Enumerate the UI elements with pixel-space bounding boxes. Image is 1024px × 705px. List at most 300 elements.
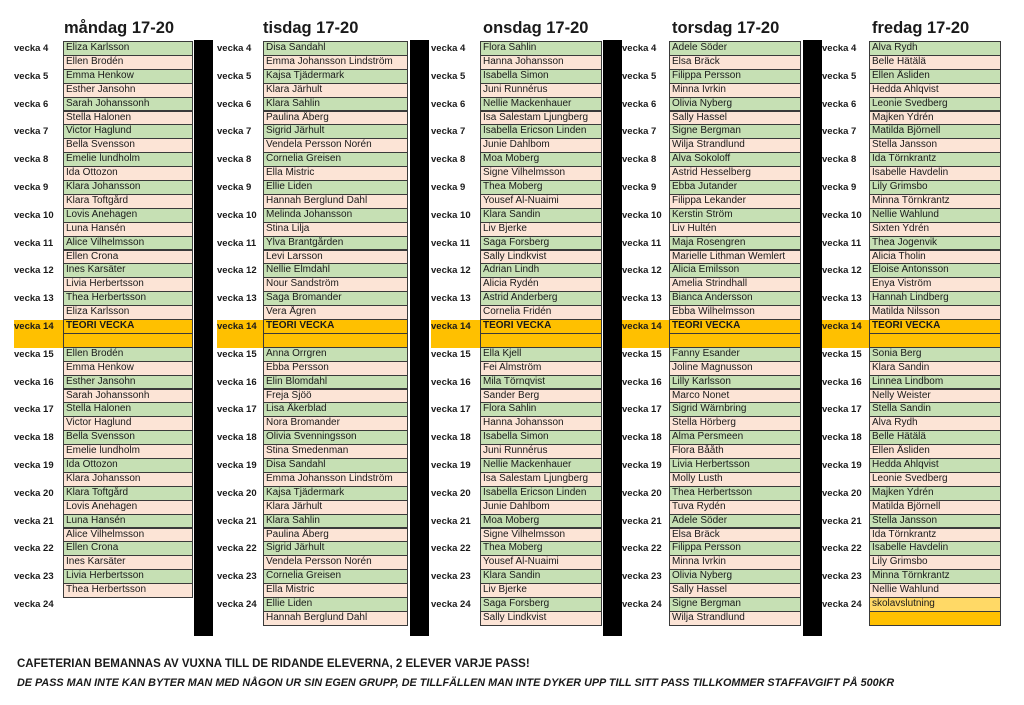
event-cell: [869, 611, 1001, 626]
name-cell: Nora Bromander: [263, 416, 408, 431]
name-cell: Isabella Ericson Linden: [480, 124, 602, 139]
name-cell: Hedda Ahlqvist: [869, 83, 1001, 98]
name-cell: Ida Ottozon: [63, 458, 193, 473]
event-cell: skolavslutning: [869, 597, 1001, 612]
name-cell: Signe Bergman: [669, 597, 801, 612]
footer-notes: [17, 656, 1017, 691]
week-label: vecka 7: [217, 126, 252, 138]
week-label: vecka 23: [822, 571, 862, 583]
week-label: vecka 12: [431, 265, 471, 277]
name-cell: Liv Hultén: [669, 222, 801, 237]
name-cell: Joline Magnusson: [669, 361, 801, 376]
name-cell: Mila Törnqvist: [480, 375, 602, 390]
name-cell: Nellie Mackenhauer: [480, 97, 602, 112]
name-cell: Klara Sandin: [869, 361, 1001, 376]
week-label: vecka 6: [217, 98, 252, 110]
name-cell: Wilja Strandlund: [669, 138, 801, 153]
week-label: vecka 7: [622, 126, 657, 138]
name-cell: Molly Lusth: [669, 472, 801, 487]
name-cell: Luna Hansén: [63, 514, 193, 529]
name-cell: Alicia Emilsson: [669, 263, 801, 278]
name-cell: Stella Halonen: [63, 402, 193, 417]
week-label: vecka 12: [14, 265, 54, 277]
name-cell: Ellen Brodén: [63, 55, 193, 70]
name-cell: Liv Bjerke: [480, 222, 602, 237]
week-label: vecka 9: [14, 182, 49, 193]
week-label: vecka 8: [217, 154, 252, 166]
name-cell: Livia Herbertsson: [63, 277, 193, 292]
name-cell: Tuva Rydén: [669, 500, 801, 515]
name-cell: Lilly Karlsson: [669, 375, 801, 390]
teori-cell: TEORI VECKA: [63, 319, 193, 334]
name-cell: Juni Runnérus: [480, 444, 602, 459]
name-cell: Marielle Lithman Wemlert: [669, 250, 801, 265]
week-label: vecka 10: [217, 209, 257, 221]
week-label: vecka 10: [822, 209, 862, 221]
week-label: vecka 4: [217, 43, 252, 54]
name-cell: Ellie Liden: [263, 180, 408, 195]
name-cell: Olivia Nyberg: [669, 97, 801, 112]
name-cell: Stella Jansson: [869, 138, 1001, 153]
name-cell: Kajsa Tjädermark: [263, 69, 408, 84]
name-cell: Esther Jansohn: [63, 83, 193, 98]
week-label: vecka 21: [431, 515, 471, 527]
week-label: vecka 14: [822, 320, 869, 348]
name-cell: Hanna Johansson: [480, 55, 602, 70]
name-cell: Ines Karsäter: [63, 263, 193, 278]
name-cell: Majken Ydrén: [869, 486, 1001, 501]
week-label: vecka 17: [622, 404, 662, 416]
week-label: vecka 8: [622, 154, 657, 166]
week-label: vecka 11: [622, 237, 662, 249]
name-cell: Bianca Andersson: [669, 291, 801, 306]
name-cell: Disa Sandahl: [263, 41, 408, 56]
name-cell: Fanny Esander: [669, 347, 801, 362]
name-cell: Moa Moberg: [480, 152, 602, 167]
name-cell: Majken Ydrén: [869, 111, 1001, 126]
name-cell: Liv Bjerke: [480, 583, 602, 598]
name-cell: Nellie Wahlund: [869, 583, 1001, 598]
name-cell: Lovis Anehagen: [63, 208, 193, 223]
week-label: vecka 20: [14, 487, 54, 499]
week-label: vecka 15: [431, 348, 471, 360]
week-label: vecka 9: [431, 182, 466, 193]
name-cell: Elin Blomdahl: [263, 375, 408, 390]
name-cell: Bella Svensson: [63, 430, 193, 445]
week-label: vecka 22: [217, 543, 257, 555]
name-cell: Emma Henkow: [63, 361, 193, 376]
name-cell: Eliza Karlsson: [63, 41, 193, 56]
teori-cell: [669, 333, 801, 348]
name-cell: Alice Vilhelmsson: [63, 528, 193, 543]
name-cell: Ella Mistric: [263, 166, 408, 181]
week-label: vecka 22: [622, 543, 662, 555]
name-cell: Kerstin Ström: [669, 208, 801, 223]
name-cell: Astrid Anderberg: [480, 291, 602, 306]
name-cell: Anna Orrgren: [263, 347, 408, 362]
name-cell: Paulina Åberg: [263, 528, 408, 543]
name-cell: Emma Henkow: [63, 69, 193, 84]
name-cell: Thea Herbertsson: [63, 583, 193, 598]
name-cell: Ellen Crona: [63, 541, 193, 556]
name-cell: Alma Persmeen: [669, 430, 801, 445]
name-cell: Astrid Hesselberg: [669, 166, 801, 181]
name-cell: Stina Smedenman: [263, 444, 408, 459]
name-cell: Victor Haglund: [63, 416, 193, 431]
week-label: vecka 23: [14, 571, 54, 583]
name-cell: Belle Hätälä: [869, 55, 1001, 70]
name-cell: Hedda Ahlqvist: [869, 458, 1001, 473]
name-cell: Lisa Åkerblad: [263, 402, 408, 417]
week-label: vecka 6: [822, 98, 857, 110]
name-cell: Alicia Tholin: [869, 250, 1001, 265]
name-cell: Ebba Jutander: [669, 180, 801, 195]
name-cell: Adele Söder: [669, 514, 801, 529]
name-cell: Emelie lundholm: [63, 152, 193, 167]
name-cell: Victor Haglund: [63, 124, 193, 139]
name-cell: Lovis Anehagen: [63, 500, 193, 515]
week-label: vecka 13: [822, 293, 862, 305]
name-cell: Signe Vilhelmsson: [480, 166, 602, 181]
name-cell: Isa Salestam Ljungberg: [480, 472, 602, 487]
week-label: vecka 18: [431, 432, 471, 444]
name-cell: Ida Törnkrantz: [869, 528, 1001, 543]
name-cell: Isabella Simon: [480, 69, 602, 84]
week-label: vecka 8: [14, 154, 49, 166]
week-label: vecka 7: [822, 126, 857, 138]
name-cell: Sally Hassel: [669, 111, 801, 126]
name-cell: Thea Herbertsson: [63, 291, 193, 306]
name-cell: Yousef Al-Nuaimi: [480, 555, 602, 570]
name-cell: Eloise Antonsson: [869, 263, 1001, 278]
week-label: vecka 11: [431, 237, 471, 249]
name-cell: Leonie Svedberg: [869, 97, 1001, 112]
week-label: vecka 4: [14, 43, 49, 54]
week-label: vecka 15: [622, 348, 662, 360]
week-label: vecka 19: [14, 460, 54, 471]
name-cell: Esther Jansohn: [63, 375, 193, 390]
week-label: vecka 4: [822, 43, 857, 54]
week-label: vecka 15: [14, 348, 54, 360]
name-cell: Levi Larsson: [263, 250, 408, 265]
name-cell: Juni Runnérus: [480, 83, 602, 98]
week-label: vecka 14: [622, 320, 669, 348]
name-cell: Nellie Mackenhauer: [480, 458, 602, 473]
week-label: vecka 12: [217, 265, 257, 277]
week-label: vecka 10: [622, 209, 662, 221]
name-cell: Livia Herbertsson: [63, 569, 193, 584]
day-header: fredag 17-20: [872, 19, 970, 37]
name-cell: Thea Moberg: [480, 541, 602, 556]
week-label: vecka 23: [622, 571, 662, 583]
name-cell: Klara Sahlin: [263, 97, 408, 112]
week-label: vecka 23: [217, 571, 257, 583]
name-cell: Thea Moberg: [480, 180, 602, 195]
week-label: vecka 22: [822, 543, 862, 555]
week-label: vecka 20: [822, 487, 862, 499]
name-cell: Ebba Wilhelmsson: [669, 305, 801, 320]
week-label: vecka 5: [622, 70, 657, 82]
name-cell: Sarah Johanssonh: [63, 389, 193, 404]
name-cell: Saga Forsberg: [480, 236, 602, 251]
name-cell: Alva Sokoloff: [669, 152, 801, 167]
column-divider-4: [803, 40, 822, 636]
name-cell: Klara Toftgård: [63, 486, 193, 501]
name-cell: Adrian Lindh: [480, 263, 602, 278]
name-cell: Ebba Persson: [263, 361, 408, 376]
name-cell: Alicia Rydén: [480, 277, 602, 292]
name-cell: Eliza Karlsson: [63, 305, 193, 320]
name-cell: Hannah Berglund Dahl: [263, 611, 408, 626]
week-label: vecka 24: [822, 599, 862, 610]
name-cell: Stella Sandin: [869, 402, 1001, 417]
name-cell: Cornelia Greisen: [263, 569, 408, 584]
week-label: vecka 21: [822, 515, 862, 527]
week-label: vecka 10: [431, 209, 471, 221]
week-label: vecka 4: [622, 43, 657, 54]
week-label: vecka 16: [822, 376, 862, 388]
name-cell: Ines Karsäter: [63, 555, 193, 570]
week-label: vecka 20: [622, 487, 662, 499]
week-label: vecka 14: [217, 320, 263, 348]
name-cell: Vera Ågren: [263, 305, 408, 320]
name-cell: Signe Bergman: [669, 124, 801, 139]
name-cell: Junie Dahlbom: [480, 500, 602, 515]
week-label: vecka 24: [14, 599, 54, 610]
name-cell: Paulina Åberg: [263, 111, 408, 126]
column-divider-1: [194, 40, 213, 636]
name-cell: Minna Törnkrantz: [869, 194, 1001, 209]
name-cell: Marco Nonet: [669, 389, 801, 404]
name-cell: Sally Lindkvist: [480, 611, 602, 626]
name-cell: Ylva Brantgården: [263, 236, 408, 251]
name-cell: Minna Ivrkin: [669, 555, 801, 570]
name-cell: Cornelia Fridén: [480, 305, 602, 320]
name-cell: Minna Ivrkin: [669, 83, 801, 98]
name-cell: Sixten Ydrén: [869, 222, 1001, 237]
name-cell: Adele Söder: [669, 41, 801, 56]
name-cell: Sonia Berg: [869, 347, 1001, 362]
week-label: vecka 6: [622, 98, 657, 110]
name-cell: Flora Sahlin: [480, 41, 602, 56]
week-label: vecka 5: [217, 70, 252, 82]
week-label: vecka 17: [14, 404, 54, 416]
name-cell: Stella Hörberg: [669, 416, 801, 431]
week-label: vecka 22: [14, 543, 54, 555]
name-cell: Isabelle Havdelin: [869, 541, 1001, 556]
name-cell: Bella Svensson: [63, 138, 193, 153]
name-cell: Olivia Nyberg: [669, 569, 801, 584]
week-label: vecka 24: [217, 599, 257, 610]
name-cell: Lily Grimsbo: [869, 180, 1001, 195]
week-label: vecka 23: [431, 571, 471, 583]
week-label: vecka 9: [822, 182, 857, 193]
name-cell: Olivia Svenningsson: [263, 430, 408, 445]
name-cell: Fei Almström: [480, 361, 602, 376]
name-cell: Yousef Al-Nuaimi: [480, 194, 602, 209]
name-cell: Minna Törnkrantz: [869, 569, 1001, 584]
name-cell: Maja Rosengren: [669, 236, 801, 251]
column-divider-3: [603, 40, 622, 636]
name-cell: Klara Järhult: [263, 500, 408, 515]
name-cell: Nelly Weister: [869, 389, 1001, 404]
name-cell: Sigrid Wärnbring: [669, 402, 801, 417]
name-cell: Ellen Crona: [63, 250, 193, 265]
week-label: vecka 11: [14, 237, 54, 249]
name-cell: Disa Sandahl: [263, 458, 408, 473]
name-cell: Leonie Svedberg: [869, 472, 1001, 487]
week-label: vecka 17: [431, 404, 471, 416]
name-cell: Stella Halonen: [63, 111, 193, 126]
week-label: vecka 18: [14, 432, 54, 444]
week-label: vecka 24: [622, 599, 662, 610]
name-cell: Sally Lindkvist: [480, 250, 602, 265]
column-divider-2: [410, 40, 429, 636]
name-cell: Elsa Bräck: [669, 528, 801, 543]
name-cell: Matilda Björnell: [869, 500, 1001, 515]
day-header: måndag 17-20: [64, 19, 175, 37]
name-cell: Livia Herbertsson: [669, 458, 801, 473]
week-label: vecka 15: [822, 348, 862, 360]
week-label: vecka 24: [431, 599, 471, 610]
week-label: vecka 11: [217, 237, 257, 249]
name-cell: Signe Vilhelmsson: [480, 528, 602, 543]
week-label: vecka 20: [217, 487, 257, 499]
name-cell: Sigrid Järhult: [263, 124, 408, 139]
week-label: vecka 15: [217, 348, 257, 360]
name-cell: Klara Sahlin: [263, 514, 408, 529]
teori-cell: TEORI VECKA: [669, 319, 801, 334]
name-cell: Klara Johansson: [63, 180, 193, 195]
name-cell: Flora Bååth: [669, 444, 801, 459]
week-label: vecka 8: [822, 154, 857, 166]
name-cell: Linnea Lindbom: [869, 375, 1001, 390]
name-cell: Amelia Strindhall: [669, 277, 801, 292]
name-cell: Wilja Strandlund: [669, 611, 801, 626]
footer-line-2: DE PASS MAN INTE KAN BYTER MAN MED NÅGON UR SIN EGEN GRUPP, DE TILLFÄLLEN MAN INTE DYKER UPP TILL SITT PASS TILLKOMMER STAFFAVGIFT PÅ 500KR: [17, 677, 895, 689]
teori-cell: TEORI VECKA: [869, 319, 1001, 334]
name-cell: Thea Jogenvik: [869, 236, 1001, 251]
week-label: vecka 21: [14, 515, 54, 527]
week-label: vecka 14: [14, 320, 63, 348]
name-cell: Kajsa Tjädermark: [263, 486, 408, 501]
name-cell: Isa Salestam Ljungberg: [480, 111, 602, 126]
name-cell: Luna Hansén: [63, 222, 193, 237]
name-cell: Stella Jansson: [869, 514, 1001, 529]
name-cell: Klara Sandin: [480, 208, 602, 223]
name-cell: Hannah Berglund Dahl: [263, 194, 408, 209]
name-cell: Isabella Ericson Linden: [480, 486, 602, 501]
week-label: vecka 16: [217, 376, 257, 388]
week-label: vecka 18: [822, 432, 862, 444]
name-cell: Klara Johansson: [63, 472, 193, 487]
teori-cell: [263, 333, 408, 348]
name-cell: Alice Vilhelmsson: [63, 236, 193, 251]
week-label: vecka 7: [14, 126, 49, 138]
name-cell: Matilda Nilsson: [869, 305, 1001, 320]
day-header: torsdag 17-20: [672, 19, 780, 37]
week-label: vecka 17: [822, 404, 862, 416]
name-cell: Isabelle Havdelin: [869, 166, 1001, 181]
week-label: vecka 16: [431, 376, 471, 388]
week-label: vecka 5: [431, 70, 466, 82]
week-label: vecka 12: [622, 265, 662, 277]
week-label: vecka 19: [217, 460, 257, 471]
teori-cell: TEORI VECKA: [480, 319, 602, 334]
week-label: vecka 5: [14, 70, 49, 82]
name-cell: Enya Viström: [869, 277, 1001, 292]
name-cell: Melinda Johansson: [263, 208, 408, 223]
name-cell: Emelie lundholm: [63, 444, 193, 459]
name-cell: Moa Moberg: [480, 514, 602, 529]
name-cell: Isabella Simon: [480, 430, 602, 445]
week-label: vecka 16: [14, 376, 54, 388]
name-cell: Cornelia Greisen: [263, 152, 408, 167]
name-cell: Ella Kjell: [480, 347, 602, 362]
name-cell: Sander Berg: [480, 389, 602, 404]
week-label: vecka 10: [14, 209, 54, 221]
week-label: vecka 9: [622, 182, 657, 193]
week-label: vecka 13: [14, 293, 54, 305]
name-cell: Sarah Johanssonh: [63, 97, 193, 112]
week-label: vecka 22: [431, 543, 471, 555]
week-label: vecka 20: [431, 487, 471, 499]
footer-line-1: CAFETERIAN BEMANNAS AV VUXNA TILL DE RIDANDE ELEVERNA, 2 ELEVER VARJE PASS!: [17, 658, 530, 670]
name-cell: Thea Herbertsson: [669, 486, 801, 501]
week-label: vecka 11: [822, 237, 862, 249]
name-cell: Stina Lilja: [263, 222, 408, 237]
name-cell: Saga Bromander: [263, 291, 408, 306]
name-cell: Hanna Johansson: [480, 416, 602, 431]
name-cell: Klara Järhult: [263, 83, 408, 98]
name-cell: Emma Johansson Lindström: [263, 472, 408, 487]
week-label: vecka 13: [431, 293, 471, 305]
name-cell: Ellen Åsliden: [869, 69, 1001, 84]
week-label: vecka 7: [431, 126, 466, 138]
name-cell: Filippa Lekander: [669, 194, 801, 209]
name-cell: Saga Forsberg: [480, 597, 602, 612]
week-label: vecka 21: [217, 515, 257, 527]
week-label: vecka 6: [14, 98, 49, 110]
name-cell: Alva Rydh: [869, 41, 1001, 56]
teori-cell: TEORI VECKA: [263, 319, 408, 334]
week-label: vecka 9: [217, 182, 252, 193]
week-label: vecka 18: [217, 432, 257, 444]
name-cell: Matilda Björnell: [869, 124, 1001, 139]
name-cell: Lily Grimsbo: [869, 555, 1001, 570]
name-cell: Emma Johansson Lindström: [263, 55, 408, 70]
name-cell: Klara Toftgård: [63, 194, 193, 209]
week-label: vecka 8: [431, 154, 466, 166]
name-cell: Junie Dahlbom: [480, 138, 602, 153]
teori-cell: [869, 333, 1001, 348]
name-cell: Vendela Persson Norén: [263, 138, 408, 153]
name-cell: Alva Rydh: [869, 416, 1001, 431]
name-cell: Vendela Persson Norén: [263, 555, 408, 570]
name-cell: Ellie Liden: [263, 597, 408, 612]
week-label: vecka 4: [431, 43, 466, 54]
name-cell: Nour Sandström: [263, 277, 408, 292]
week-label: vecka 14: [431, 320, 480, 348]
name-cell: Sally Hassel: [669, 583, 801, 598]
name-cell: Ida Ottozon: [63, 166, 193, 181]
name-cell: Ellen Brodén: [63, 347, 193, 362]
week-label: vecka 5: [822, 70, 857, 82]
teori-cell: [480, 333, 602, 348]
week-label: vecka 6: [431, 98, 466, 110]
week-label: vecka 21: [622, 515, 662, 527]
week-label: vecka 18: [622, 432, 662, 444]
